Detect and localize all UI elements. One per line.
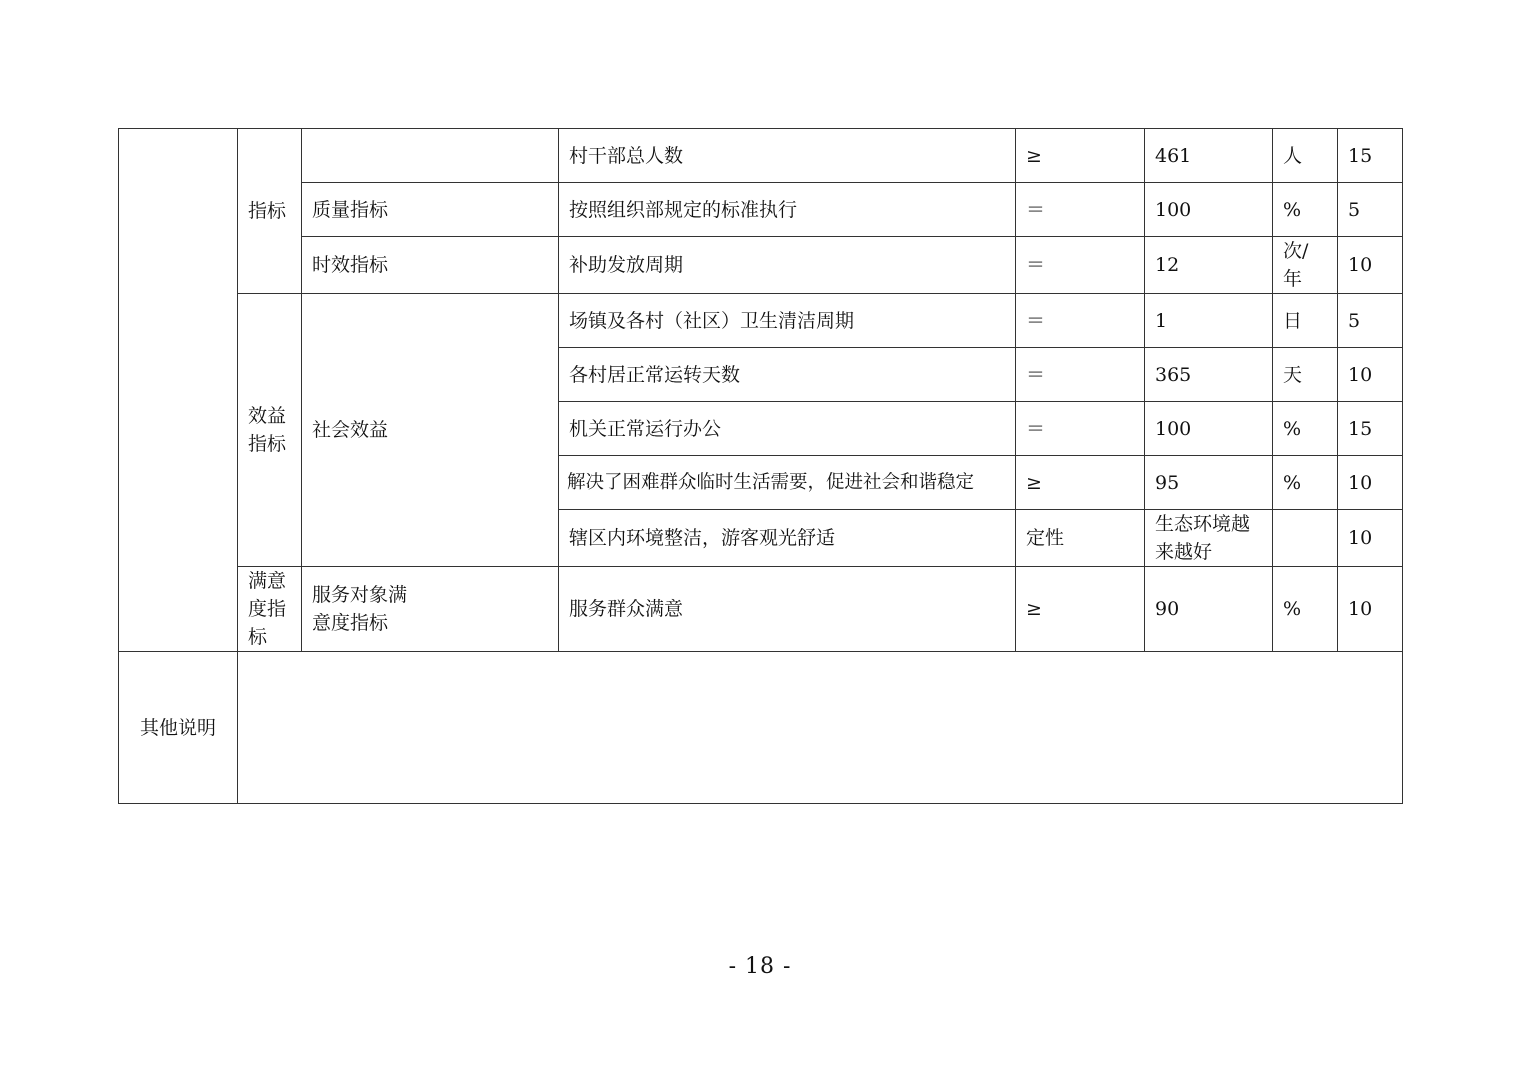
item-cell: 各村居正常运转天数 — [559, 348, 1016, 402]
item-cell: 辖区内环境整洁，游客观光舒适 — [559, 510, 1016, 567]
operator-cell: ＝ — [1016, 294, 1145, 348]
item-cell: 服务群众满意 — [559, 567, 1016, 652]
score-cell: 10 — [1338, 348, 1403, 402]
operator-cell: ＝ — [1016, 348, 1145, 402]
score-cell: 15 — [1338, 129, 1403, 183]
cat2-cell: 满意度指标 — [238, 567, 302, 652]
score-cell: 10 — [1338, 237, 1403, 294]
cat3-cell: 质量指标 — [302, 183, 559, 237]
unit-cell: 次/年 — [1273, 237, 1338, 294]
cat2-cell: 指标 — [238, 129, 302, 294]
item-cell: 补助发放周期 — [559, 237, 1016, 294]
table-row — [119, 183, 1403, 237]
unit-cell — [1273, 510, 1338, 567]
cat3-cell: 服务对象满意度指标 — [302, 567, 559, 652]
value-cell: 461 — [1145, 129, 1273, 183]
value-cell: 1 — [1145, 294, 1273, 348]
value-cell: 生态环境越来越好 — [1145, 510, 1273, 567]
table-row — [119, 129, 1403, 183]
score-cell: 10 — [1338, 510, 1403, 567]
value-cell: 100 — [1145, 402, 1273, 456]
operator-cell: ≥ — [1016, 456, 1145, 510]
performance-indicator-table — [118, 128, 1403, 804]
other-notes-label: 其他说明 — [119, 652, 238, 804]
unit-cell: % — [1273, 402, 1338, 456]
score-cell: 5 — [1338, 183, 1403, 237]
table-row — [119, 294, 1403, 348]
item-cell: 场镇及各村（社区）卫生清洁周期 — [559, 294, 1016, 348]
score-cell: 5 — [1338, 294, 1403, 348]
score-cell: 10 — [1338, 456, 1403, 510]
operator-cell: ≥ — [1016, 567, 1145, 652]
operator-cell: 定性 — [1016, 510, 1145, 567]
value-cell: 12 — [1145, 237, 1273, 294]
item-cell: 机关正常运行办公 — [559, 402, 1016, 456]
cat2-cell: 效益指标 — [238, 294, 302, 567]
value-cell: 365 — [1145, 348, 1273, 402]
value-cell: 100 — [1145, 183, 1273, 237]
item-cell: 按照组织部规定的标准执行 — [559, 183, 1016, 237]
value-cell: 95 — [1145, 456, 1273, 510]
unit-cell: % — [1273, 456, 1338, 510]
operator-cell: ＝ — [1016, 237, 1145, 294]
table-row — [119, 237, 1403, 294]
item-cell: 解决了困难群众临时生活需要，促进社会和谐稳定 — [559, 456, 1016, 510]
page-number: - 18 - — [728, 954, 792, 979]
other-notes-content — [238, 652, 1403, 804]
cat3-cell: 时效指标 — [302, 237, 559, 294]
score-cell: 15 — [1338, 402, 1403, 456]
table-row — [119, 652, 1403, 804]
score-cell: 10 — [1338, 567, 1403, 652]
table-row — [119, 567, 1403, 652]
value-cell: 90 — [1145, 567, 1273, 652]
cat3-cell: 社会效益 — [302, 294, 559, 567]
unit-cell: % — [1273, 183, 1338, 237]
item-cell: 村干部总人数 — [559, 129, 1016, 183]
unit-cell: % — [1273, 567, 1338, 652]
operator-cell: ＝ — [1016, 183, 1145, 237]
unit-cell: 天 — [1273, 348, 1338, 402]
unit-cell: 人 — [1273, 129, 1338, 183]
category-col1-cell — [119, 129, 238, 652]
operator-cell: ＝ — [1016, 402, 1145, 456]
operator-cell: ≥ — [1016, 129, 1145, 183]
cat3-cell — [302, 129, 559, 183]
unit-cell: 日 — [1273, 294, 1338, 348]
